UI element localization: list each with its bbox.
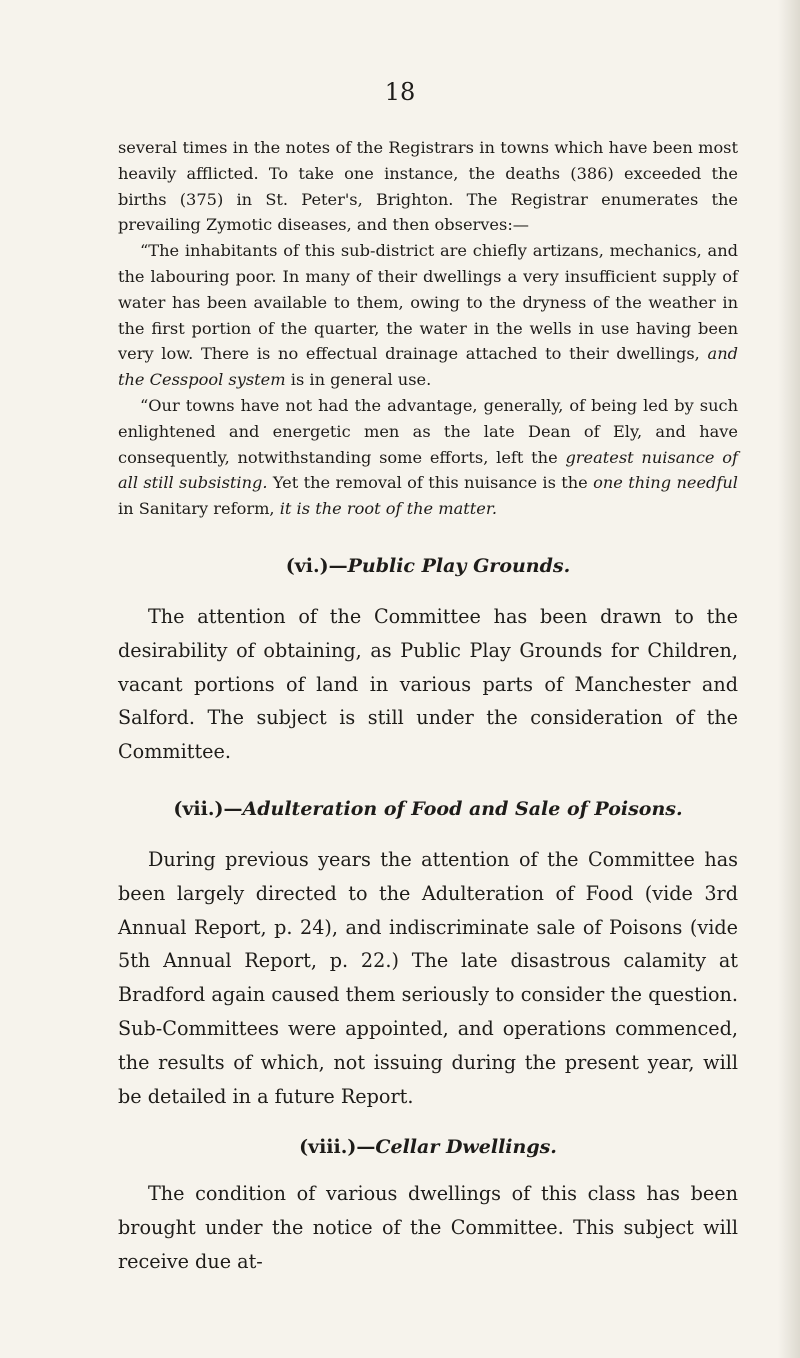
page-number: 18 [384,78,416,106]
paragraph-inhabitants-quote [118,238,738,393]
quote-text: is in general use. [290,370,432,390]
paragraph-cellar-dwellings: The condition of various dwellings of this class has been brought under the notice of the Committee. This subject will receive due at- [118,1182,738,1273]
quoted-section [118,135,738,522]
section-heading-play-grounds [118,552,738,580]
section-title: Public Play Grounds. [347,554,571,577]
section-cellar-dwellings [118,1177,738,1278]
section-number: (viii.)— [299,1136,376,1159]
page-body [118,135,738,1279]
paragraph-adulteration: During previous years the attention of the Committee has been largely directed to the Adulteration of Food (vide 3rd Annual Report, p. 24), and indiscriminate sale of Poisons (vide 5th Annual Report, p. 22.) The late disastrous calamity at Bradford again caused them seriously to consider the question. Sub-Committees were appointed, and operations commenced, the results of which, not issuing during the present year, will be detailed in a future Report. [118,847,738,1108]
section-title: Adulteration of Food and Sale of Poisons. [242,797,683,820]
quote-text: Yet the removal of this nuisance is the [272,473,588,493]
section-heading-cellar-dwellings [118,1133,738,1161]
page-edge-shadow [778,0,800,1358]
section-adulteration [118,843,738,1113]
quote-text: “Our towns have not had the advantage, generally, of being led by such enlightened and energetic men as the late Dean of Ely, and have consequently, notwithstanding some efforts, left the [118,395,738,467]
section-number: (vi.)— [285,554,348,577]
paragraph-play-grounds: The attention of the Committee has been drawn to the desirability of obtaining, as Public Play Grounds for Children, vacant portions of land in various parts of Manchester and Salford. The subject is still under the consideration of the Committee. [118,604,738,764]
section-heading-adulteration [118,795,738,823]
quote-text: “The inhabitants of this sub-district are chiefly artizans, mechanics, and the labouring poor. In many of their dwellings a very insufficient supply of water has been available to them, owing to the dryness of the weather in the first portion of the quarter, the water in the wells in use having been very low. There is no effectual drainage attached to their dwellings, [118,241,738,364]
paragraph-towns-quote [118,393,738,522]
section-number: (vii.)— [173,797,243,820]
emphasis-greatest-nuisance: greatest nuisance of all still subsisting. [118,447,738,493]
paragraph-registrars: several times in the notes of the Registrars in towns which have been most heavily afflicted. To take one instance, the deaths (386) exceeded the births (375) in St. Peter's, Brighton. The Registrar enumerates the prevailing Zymotic diseases, and then observes:— [118,138,738,235]
section-title: Cellar Dwellings. [375,1136,557,1159]
quote-text: in Sanitary reform, [118,499,275,519]
emphasis-one-thing-needful: one thing needful [593,473,738,493]
emphasis-cesspool: and the Cesspool system [118,344,738,390]
emphasis-root-of-matter: it is the root of the matter. [279,499,497,519]
section-play-grounds [118,600,738,769]
